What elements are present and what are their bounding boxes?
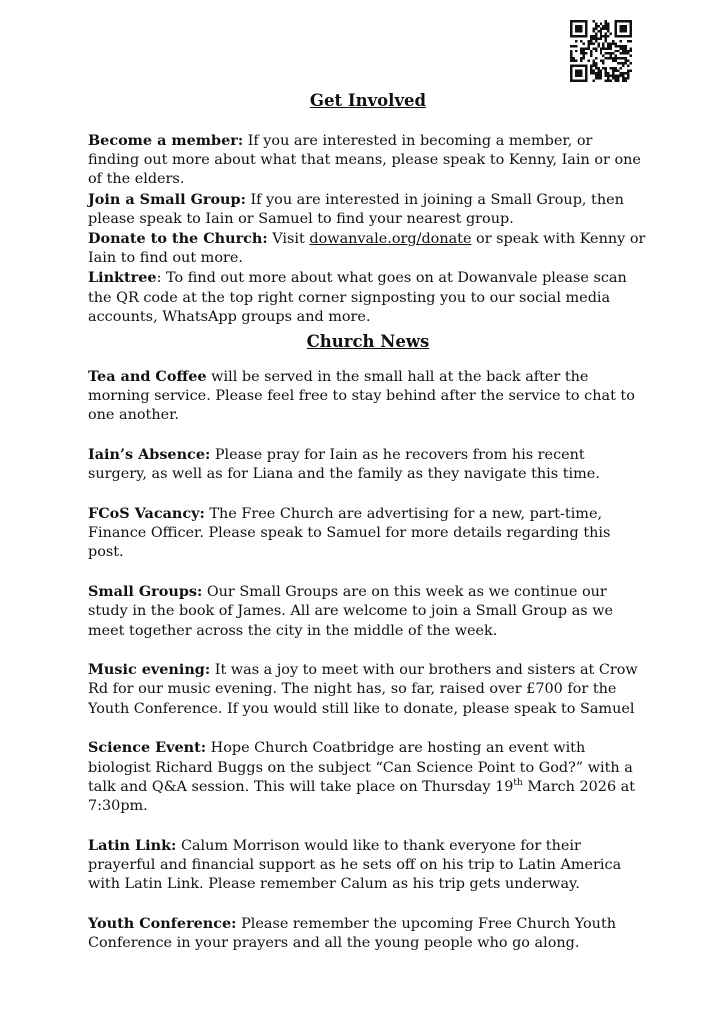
get-involved-section <box>88 131 648 327</box>
vacancy-label: FCoS Vacancy: <box>88 505 205 523</box>
science-paragraph <box>88 738 648 816</box>
science-ordinal: th <box>513 777 523 788</box>
youth-paragraph <box>88 914 648 953</box>
member-text: If you are interested in becoming a member, or finding out more about what that means, please speak to Kenny, Iain or one of the elders. <box>88 133 641 188</box>
absence-paragraph <box>88 445 648 484</box>
small-group-paragraph <box>88 190 648 229</box>
tea-text: will be served in the small hall at the back after the morning service. Please feel free to stay behind after the service to chat to one another. <box>88 369 635 424</box>
donate-paragraph <box>88 229 648 268</box>
donate-text-pre: Visit <box>267 231 310 248</box>
science-text-pre: Hope Church Coatbridge are hosting an event with biologist Richard Buggs on the subject “Can Science Point to God?” with a talk and Q&A session. This will take place on Thursday 19 <box>88 740 633 795</box>
donate-label: Donate to the Church: <box>88 230 268 248</box>
science-text-post: March 2026 at 7:30pm. <box>88 778 636 814</box>
vacancy-text: The Free Church are advertising for a new, part-time, Finance Officer. Please speak to Samuel for more details regarding this post. <box>88 506 611 561</box>
qr-code-icon[interactable] <box>570 20 632 82</box>
small-group-label: Join a Small Group: <box>88 190 246 208</box>
absence-text: Please pray for Iain as he recovers from his recent surgery, as well as for Liana and the family as they navigate this time. <box>88 447 600 483</box>
tea-paragraph <box>88 367 648 426</box>
linktree-label: Linktree <box>88 269 157 287</box>
tea-label: Tea and Coffee <box>88 368 207 385</box>
youth-label: Youth Conference: <box>88 914 237 932</box>
member-label: Become a member: <box>88 132 244 149</box>
music-paragraph <box>88 660 648 719</box>
church-news-heading: Church News <box>306 332 430 351</box>
groups-paragraph <box>88 582 648 641</box>
vacancy-paragraph <box>88 504 648 563</box>
church-news-section <box>88 367 648 953</box>
absence-label: Iain’s Absence: <box>88 446 211 464</box>
music-label: Music evening: <box>88 661 211 679</box>
linktree-text: : To find out more about what goes on at Dowanvale please scan the QR code at the top right corner signposting you to our social media accounts, WhatsApp groups and more. <box>88 270 627 325</box>
music-text: It was a joy to meet with our brothers and sisters at Crow Rd for our music evening. The night has, so far, raised over £700 for the Youth Conference. If you would still like to donate, please speak to Samuel <box>88 662 638 717</box>
linktree-paragraph <box>88 268 648 327</box>
groups-label: Small Groups: <box>88 583 203 601</box>
science-label: Science Event: <box>88 739 207 757</box>
small-group-text: If you are interested in joining a Small Group, then please speak to Iain or Samuel to find your nearest group. <box>88 191 624 227</box>
groups-text: Our Small Groups are on this week as we continue our study in the book of James. All are welcome to join a Small Group as we meet together across the city in the middle of the week. <box>88 584 614 639</box>
member-paragraph <box>88 131 648 190</box>
youth-text: Please remember the upcoming Free Church Youth Conference in your prayers and all the young people who go along. <box>88 915 616 951</box>
latin-paragraph <box>88 836 648 895</box>
latin-label: Latin Link: <box>88 836 177 854</box>
donate-text-post: or speak with Kenny or Iain to find out more. <box>88 231 646 267</box>
donate-link[interactable]: dowanvale.org/donate <box>309 231 472 248</box>
get-involved-heading: Get Involved <box>309 91 427 110</box>
latin-text: Calum Morrison would like to thank everyone for their prayerful and financial support as he sets off on his trip to Latin America with Latin Link. Please remember Calum as his trip gets underway. <box>88 837 622 893</box>
